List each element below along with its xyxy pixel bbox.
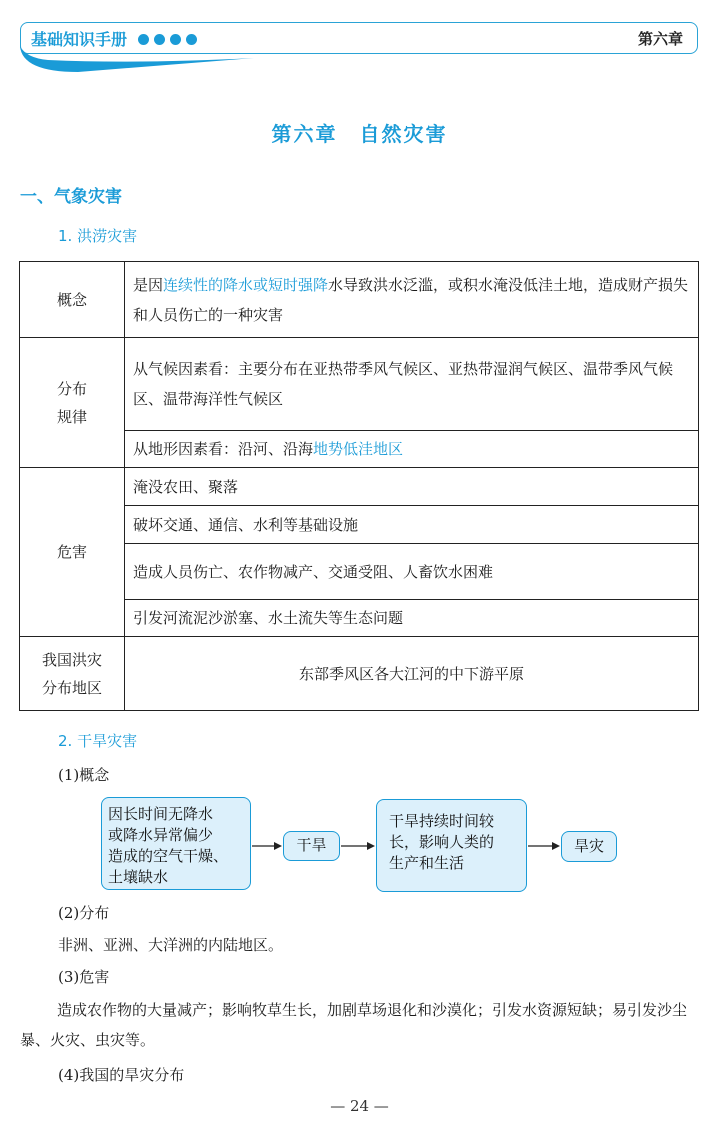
region-cell: 东部季风区各大江河的中下游平原 (125, 637, 699, 711)
header-book-title: 基础知识手册 (31, 30, 128, 49)
drought-harm-text: 造成农作物的大量减产；影响牧草生长，加剧草场退化和沙漠化；引发水资源短缺；易引发沙尘暴、火灾、虫灾等。 (20, 1001, 688, 1049)
table-row (20, 637, 699, 711)
region-head-line1: 我国洪灾 (41, 650, 102, 669)
row-head-concept: 概念 (20, 262, 125, 338)
dist-terrain-text: 从地形因素看：沿河、沿海 (133, 440, 314, 458)
header-chapter: 第六章 (637, 30, 683, 48)
flow-box-disaster: 旱灾 (561, 831, 617, 862)
flow-box-line: 土壤缺水 (108, 868, 169, 886)
table-row (20, 338, 699, 431)
row-head-region (20, 637, 125, 711)
flow-arrow (341, 839, 377, 853)
concept-highlight: 连续性的降水或短时强降 (163, 275, 329, 294)
row-head-distribution (20, 338, 125, 468)
dist-terrain-highlight: 地势低洼地区 (313, 440, 404, 458)
table-row (20, 262, 699, 338)
flow-box-line: 或降水异常偏少 (108, 826, 214, 844)
decor-dot (170, 34, 181, 45)
dist-head-line1: 分布 (56, 379, 87, 398)
decor-dot (154, 34, 165, 45)
page-number: — 24 — (330, 1097, 389, 1115)
harm-cell: 造成人员伤亡、农作物减产、交通受阻、人畜饮水困难 (125, 544, 699, 600)
drought-dist-text: 非洲、亚洲、大洋洲的内陆地区。 (58, 936, 284, 954)
table-row (20, 468, 699, 506)
dist-head-line2: 规律 (56, 407, 87, 426)
flow-box-cause (101, 797, 251, 890)
drought-dist-label: (2)分布 (58, 904, 110, 922)
region-head-line2: 分布地区 (41, 678, 102, 697)
concept-cell (125, 262, 699, 338)
flow-box-line: 生产和生活 (389, 854, 465, 872)
concept-text-post: 水导致洪水泛滥，或积水淹没低洼土地，造成财产损失和人员伤亡的一种灾害 (133, 275, 689, 324)
section-heading: 一、气象灾害 (20, 187, 122, 207)
harm-cell: 破坏交通、通信、水利等基础设施 (125, 506, 699, 544)
dist-climate-cell: 从气候因素看：主要分布在亚热带季风气候区、亚热带湿润气候区、温带季风气候区、温带海洋性气候区 (125, 338, 699, 431)
header-swoosh (18, 46, 258, 76)
harm-cell: 淹没农田、聚落 (125, 468, 699, 506)
flow-box-drought: 干旱 (283, 831, 340, 861)
flow-arrow (252, 839, 284, 853)
concept-text-pre: 是因 (133, 275, 164, 294)
decor-dot (138, 34, 149, 45)
chapter-title: 第六章 自然灾害 (271, 122, 448, 146)
flood-disaster-table (19, 261, 699, 711)
drought-concept-label: (1)概念 (58, 766, 110, 784)
flow-box-line: 干旱持续时间较 (389, 812, 495, 830)
subsection-heading-drought: 2. 干旱灾害 (58, 732, 138, 750)
flow-box-effect (376, 799, 527, 892)
drought-china-label: (4)我国的旱灾分布 (58, 1066, 185, 1084)
flow-arrow (528, 839, 562, 853)
drought-harm-label: (3)危害 (58, 968, 110, 986)
row-head-harm: 危害 (20, 468, 125, 637)
flow-box-line: 造成的空气干燥、 (108, 847, 229, 865)
flow-box-line: 长，影响人类的 (389, 833, 495, 851)
harm-cell: 引发河流泥沙淤塞、水土流失等生态问题 (125, 600, 699, 637)
dist-terrain-cell (125, 431, 699, 468)
flow-box-line: 因长时间无降水 (108, 805, 214, 823)
decor-dot (186, 34, 197, 45)
subsection-heading-flood: 1. 洪涝灾害 (58, 227, 138, 245)
